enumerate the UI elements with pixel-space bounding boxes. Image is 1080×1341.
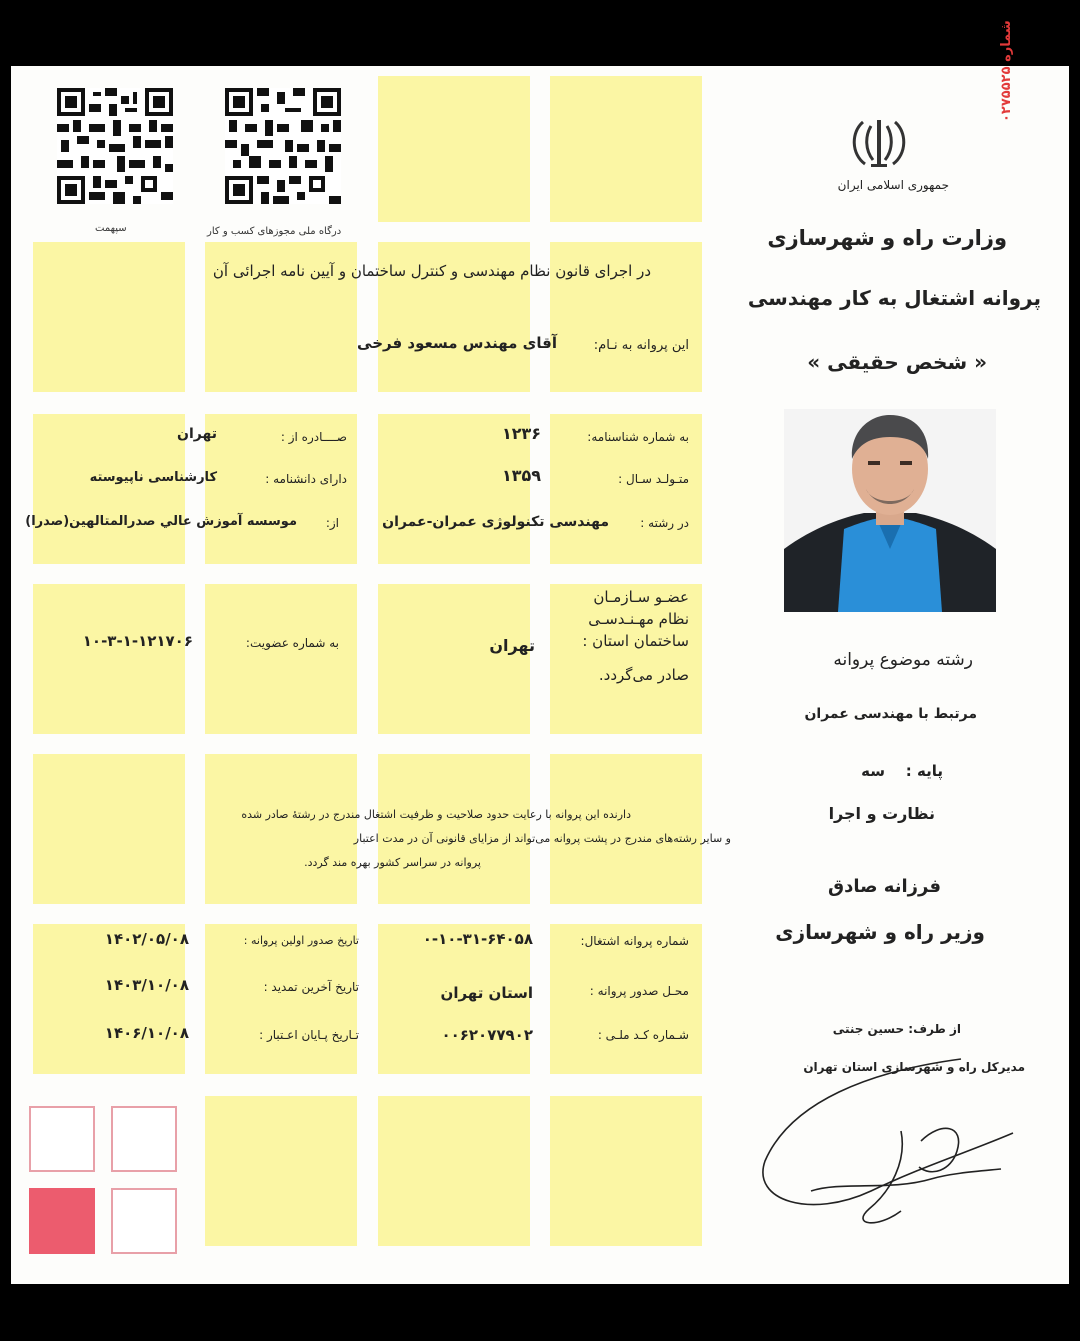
issued-label: صــــادره از :: [280, 430, 347, 444]
first-issue-value: ۱۴۰۲/۰۵/۰۸: [104, 930, 189, 948]
first-issue-label: تاریخ صدور اولین پروانه :: [243, 934, 359, 947]
qr-icon: [57, 88, 173, 204]
tile: [550, 584, 702, 734]
stamp-box: [111, 1188, 177, 1254]
tile: [550, 754, 702, 904]
license-document: [11, 20, 1069, 1284]
tile: [205, 754, 357, 904]
subject-value: مرتبط با مهندسی عمران: [804, 706, 977, 722]
license-no-value: ۰-۱۰-۳۱-۶۴۰۵۸: [422, 930, 533, 948]
minister-title: وزیر راه و شهرسازی: [775, 920, 985, 944]
iran-emblem-icon: [849, 114, 909, 170]
renew-value: ۱۴۰۳/۱۰/۰۸: [104, 976, 189, 994]
tile: [378, 584, 530, 734]
tile: [378, 754, 530, 904]
tile: [33, 584, 185, 734]
name-label: این پروانه به نـام:: [593, 338, 689, 353]
member-no-label: به شماره عضویت:: [245, 636, 339, 650]
holder-name: آقای مهندس مسعود فرخی: [357, 334, 557, 352]
membership-line3: ساختمان استان :: [582, 632, 689, 650]
national-id-value: ۰۰۶۲۰۷۷۹۰۲: [441, 1026, 533, 1044]
portrait-image: [784, 409, 996, 612]
serial-number: شماره ۰۲۷۵۵۲۵: [999, 20, 1014, 122]
ministry-title: وزارت راه و شهرسازی: [767, 226, 1007, 250]
qr-code-business-portal[interactable]: [225, 88, 341, 204]
field-label: در رشته :: [640, 516, 689, 530]
tile: [33, 754, 185, 904]
holder-photo: [784, 409, 996, 612]
notice-line2: و سایر رشته‌های مندرج در پشت پروانه می‌تواند از مزایای قانونی آن در مدت اعتبار: [353, 832, 731, 845]
qr-caption-sepahmat: سپهمت: [95, 223, 127, 234]
signer-title: مدیرکل راه و شهرسازی استان تهران: [803, 1060, 1025, 1074]
birth-label: متـولـد سـال :: [618, 472, 689, 486]
membership-line1: عضـو سـازمـان: [593, 588, 689, 606]
qr-icon: [225, 88, 341, 204]
tile: [205, 584, 357, 734]
renew-label: تاریخ آخرین تمدید :: [263, 980, 359, 994]
member-no-value: ۱۰-۳-۱-۱۲۱۷۰۶: [82, 632, 193, 650]
stamp-box: [111, 1106, 177, 1172]
grade-value: سه: [861, 762, 885, 780]
issued-value: تهران: [177, 426, 217, 442]
degree-label: دارای دانشنامه :: [265, 472, 347, 486]
notice-line1: دارنده این پروانه با رعایت حدود صلاحیت و ظرفیت اشتغال مندرج در رشتهٔ صادر شده: [241, 808, 631, 821]
expiry-value: ۱۴۰۶/۱۰/۰۸: [104, 1024, 189, 1042]
license-no-label: شماره پروانه اشتغال:: [580, 934, 689, 948]
id-value: ۱۲۳۶: [501, 424, 541, 443]
expiry-label: تـاریخ پـایان اعـتبار :: [259, 1028, 359, 1042]
membership-line2: نظام مهـنـدسـی: [588, 610, 689, 628]
qr-code-sepahmat[interactable]: [57, 88, 173, 204]
birth-value: ۱۳۵۹: [501, 466, 541, 485]
tile: [550, 1096, 702, 1246]
from-label: از:: [325, 516, 339, 530]
field-value: مهندسی تکنولوژی عمران-عمران: [382, 514, 609, 530]
national-id-label: شـماره کـد ملـی :: [597, 1028, 689, 1042]
license-title: پروانه اشتغال به کار مهندسی: [747, 286, 1041, 310]
id-label: به شماره شناسنامه:: [587, 430, 689, 444]
tile: [378, 76, 530, 222]
republic-title: جمهوری اسلامی ایران: [837, 178, 949, 192]
tile: [550, 76, 702, 222]
membership-province: تهران: [489, 636, 535, 655]
tile: [205, 1096, 357, 1246]
tile: [33, 414, 185, 564]
stamp-box-filled: [29, 1188, 95, 1254]
place-value: استان تهران: [440, 984, 533, 1002]
law-line: در اجرای قانون نظام مهندسی و کنترل ساختمان و آیین نامه اجرائی آن: [212, 262, 651, 280]
qr-caption-portal: درگاه ملی مجوزهای کسب و کار: [207, 226, 342, 237]
grade-label: پایه :: [905, 762, 943, 780]
notice-line3: پروانه در سراسر کشور بهره مند گردد.: [304, 856, 481, 869]
place-label: محـل صدور پروانه :: [589, 984, 689, 998]
person-type: « شخص حقیقی »: [807, 350, 987, 374]
stamp-box: [29, 1106, 95, 1172]
minister-name: فرزانه صادق: [828, 876, 941, 897]
from-value: موسسه آموزش عالي صدرالمتالهين(صدرا): [25, 514, 297, 529]
scope: نظارت و اجرا: [828, 804, 935, 823]
signed-by: از طرف: حسین جنتی: [832, 1022, 961, 1036]
tile: [378, 1096, 530, 1246]
subject-title: رشته موضوع پروانه: [833, 650, 973, 670]
degree-value: کارشناسی ناپیوسته: [89, 470, 217, 485]
issued-text: صادر می‌گردد.: [598, 666, 689, 684]
tile: [33, 242, 185, 392]
